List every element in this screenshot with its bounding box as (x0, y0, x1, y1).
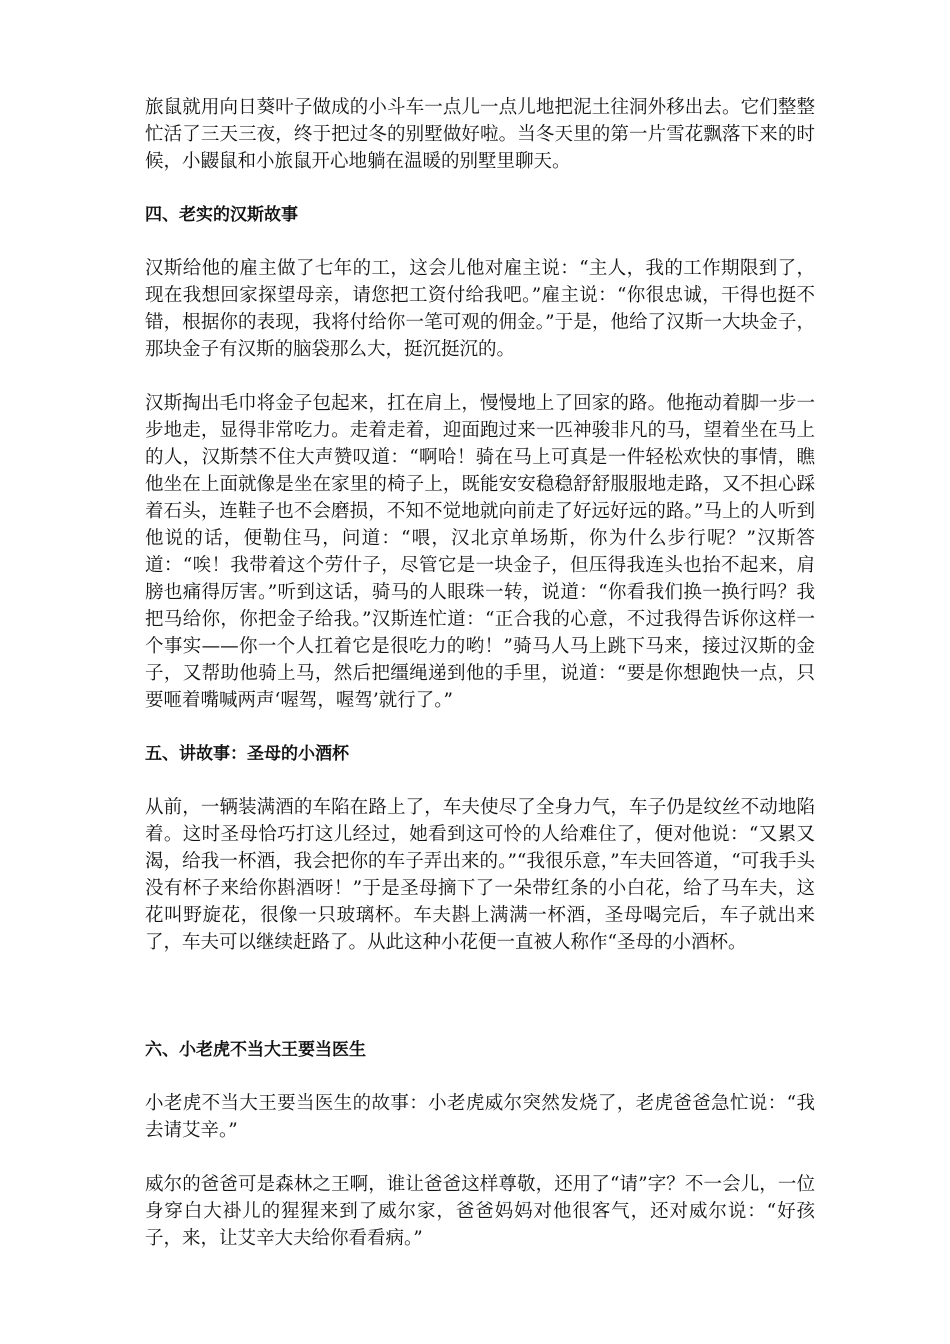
paragraph-hans-2: 汉斯掏出毛巾将金子包起来，扛在肩上，慢慢地上了回家的路。他拖动着脚一步一步地走，显得非常吃力。走着走着，迎面跑过来一匹神骏非凡的马，望着坐在马上的人，汉斯禁不住大声赞叹道：“啊哈！骑在马上可真是一件轻松欢快的事情，瞧他坐在上面就像是坐在家里的椅子上，既能安安稳稳舒舒服服地走路，又不担心踩着石头，连鞋子也不会磨损，不知不觉地就向前走了好远好远的路。”马上的人听到他说的话，便勒住马，问道：“喂，汉北京单场斯，你为什么步行呢？”汉斯答道：“唉！我带着这个劳什子，尽管它是一块金子，但压得我连头也抬不起来，肩膀也痛得厉害。”听到这话，骑马的人眼珠一转，说道：“你看我们换一换行吗？我把马给你，你把金子给我。”汉斯连忙道：“正合我的心意，不过我得告诉你这样一个事实——你一个人扛着它是很吃力的哟！”骑马人马上跳下马来，接过汉斯的金子，又帮助他骑上马，然后把缰绳递到他的手里，说道：“要是你想跑快一点，只要咂着嘴喊两声‘喔驾，喔驾’就行了。” (145, 393, 815, 711)
section-heading-hans: 四、老实的汉斯故事 (145, 205, 298, 225)
section-spacer (145, 983, 815, 1037)
intro-paragraph: 旅鼠就用向日葵叶子做成的小斗车一点儿一点儿地把泥土往洞外移出去。它们整整忙活了三天三夜，终于把过冬的别墅做好啦。当冬天里的第一片雪花飘落下来的时候，小鼹鼠和小旅鼠开心地躺在温暖的别墅里聊天。 (145, 97, 815, 172)
paragraph-tiger-2: 威尔的爸爸可是森林之王啊，谁让爸爸这样尊敬，还用了“请”字？不一会儿，一位身穿白大褂儿的猩猩来到了威尔家，爸爸妈妈对他很客气，还对威尔说：“好孩子，来，让艾辛大夫给你看看病。” (145, 1174, 815, 1249)
section-heading-little-tiger: 六、小老虎不当大王要当医生 (145, 1040, 366, 1060)
document-body (145, 94, 815, 1279)
section-heading-virgin-cup: 五、讲故事：圣母的小酒杯 (145, 744, 349, 764)
paragraph-tiger-1: 小老虎不当大王要当医生的故事：小老虎威尔突然发烧了，老虎爸爸急忙说：“我去请艾辛。” (145, 1093, 815, 1141)
paragraph-virgin-cup: 从前，一辆装满酒的车陷在路上了，车夫使尽了全身力气，车子仍是纹丝不动地陷着。这时圣母恰巧打这儿经过，她看到这可怜的人给难住了，便对他说：“又累又渴，给我一杯酒，我会把你的车子弄出来的。”“我很乐意，”车夫回答道，“可我手头没有杯子来给你斟酒呀！”于是圣母摘下了一朵带红条的小白花，给了马车夫，这花叫野旋花，很像一只玻璃杯。车夫斟上满满一杯酒，圣母喝完后，车子就出来了，车夫可以继续赶路了。从此这种小花便一直被人称作“圣母的小酒杯。 (145, 797, 815, 953)
paragraph-hans-1: 汉斯给他的雇主做了七年的工，这会儿他对雇主说：“主人，我的工作期限到了，现在我想回家探望母亲，请您把工资付给我吧。”雇主说：“你很忠诚，干得也挺不错，根据你的表现，我将付给你一笔可观的佣金。”于是，他给了汉斯一大块金子，那块金子有汉斯的脑袋那么大，挺沉挺沉的。 (145, 258, 815, 360)
